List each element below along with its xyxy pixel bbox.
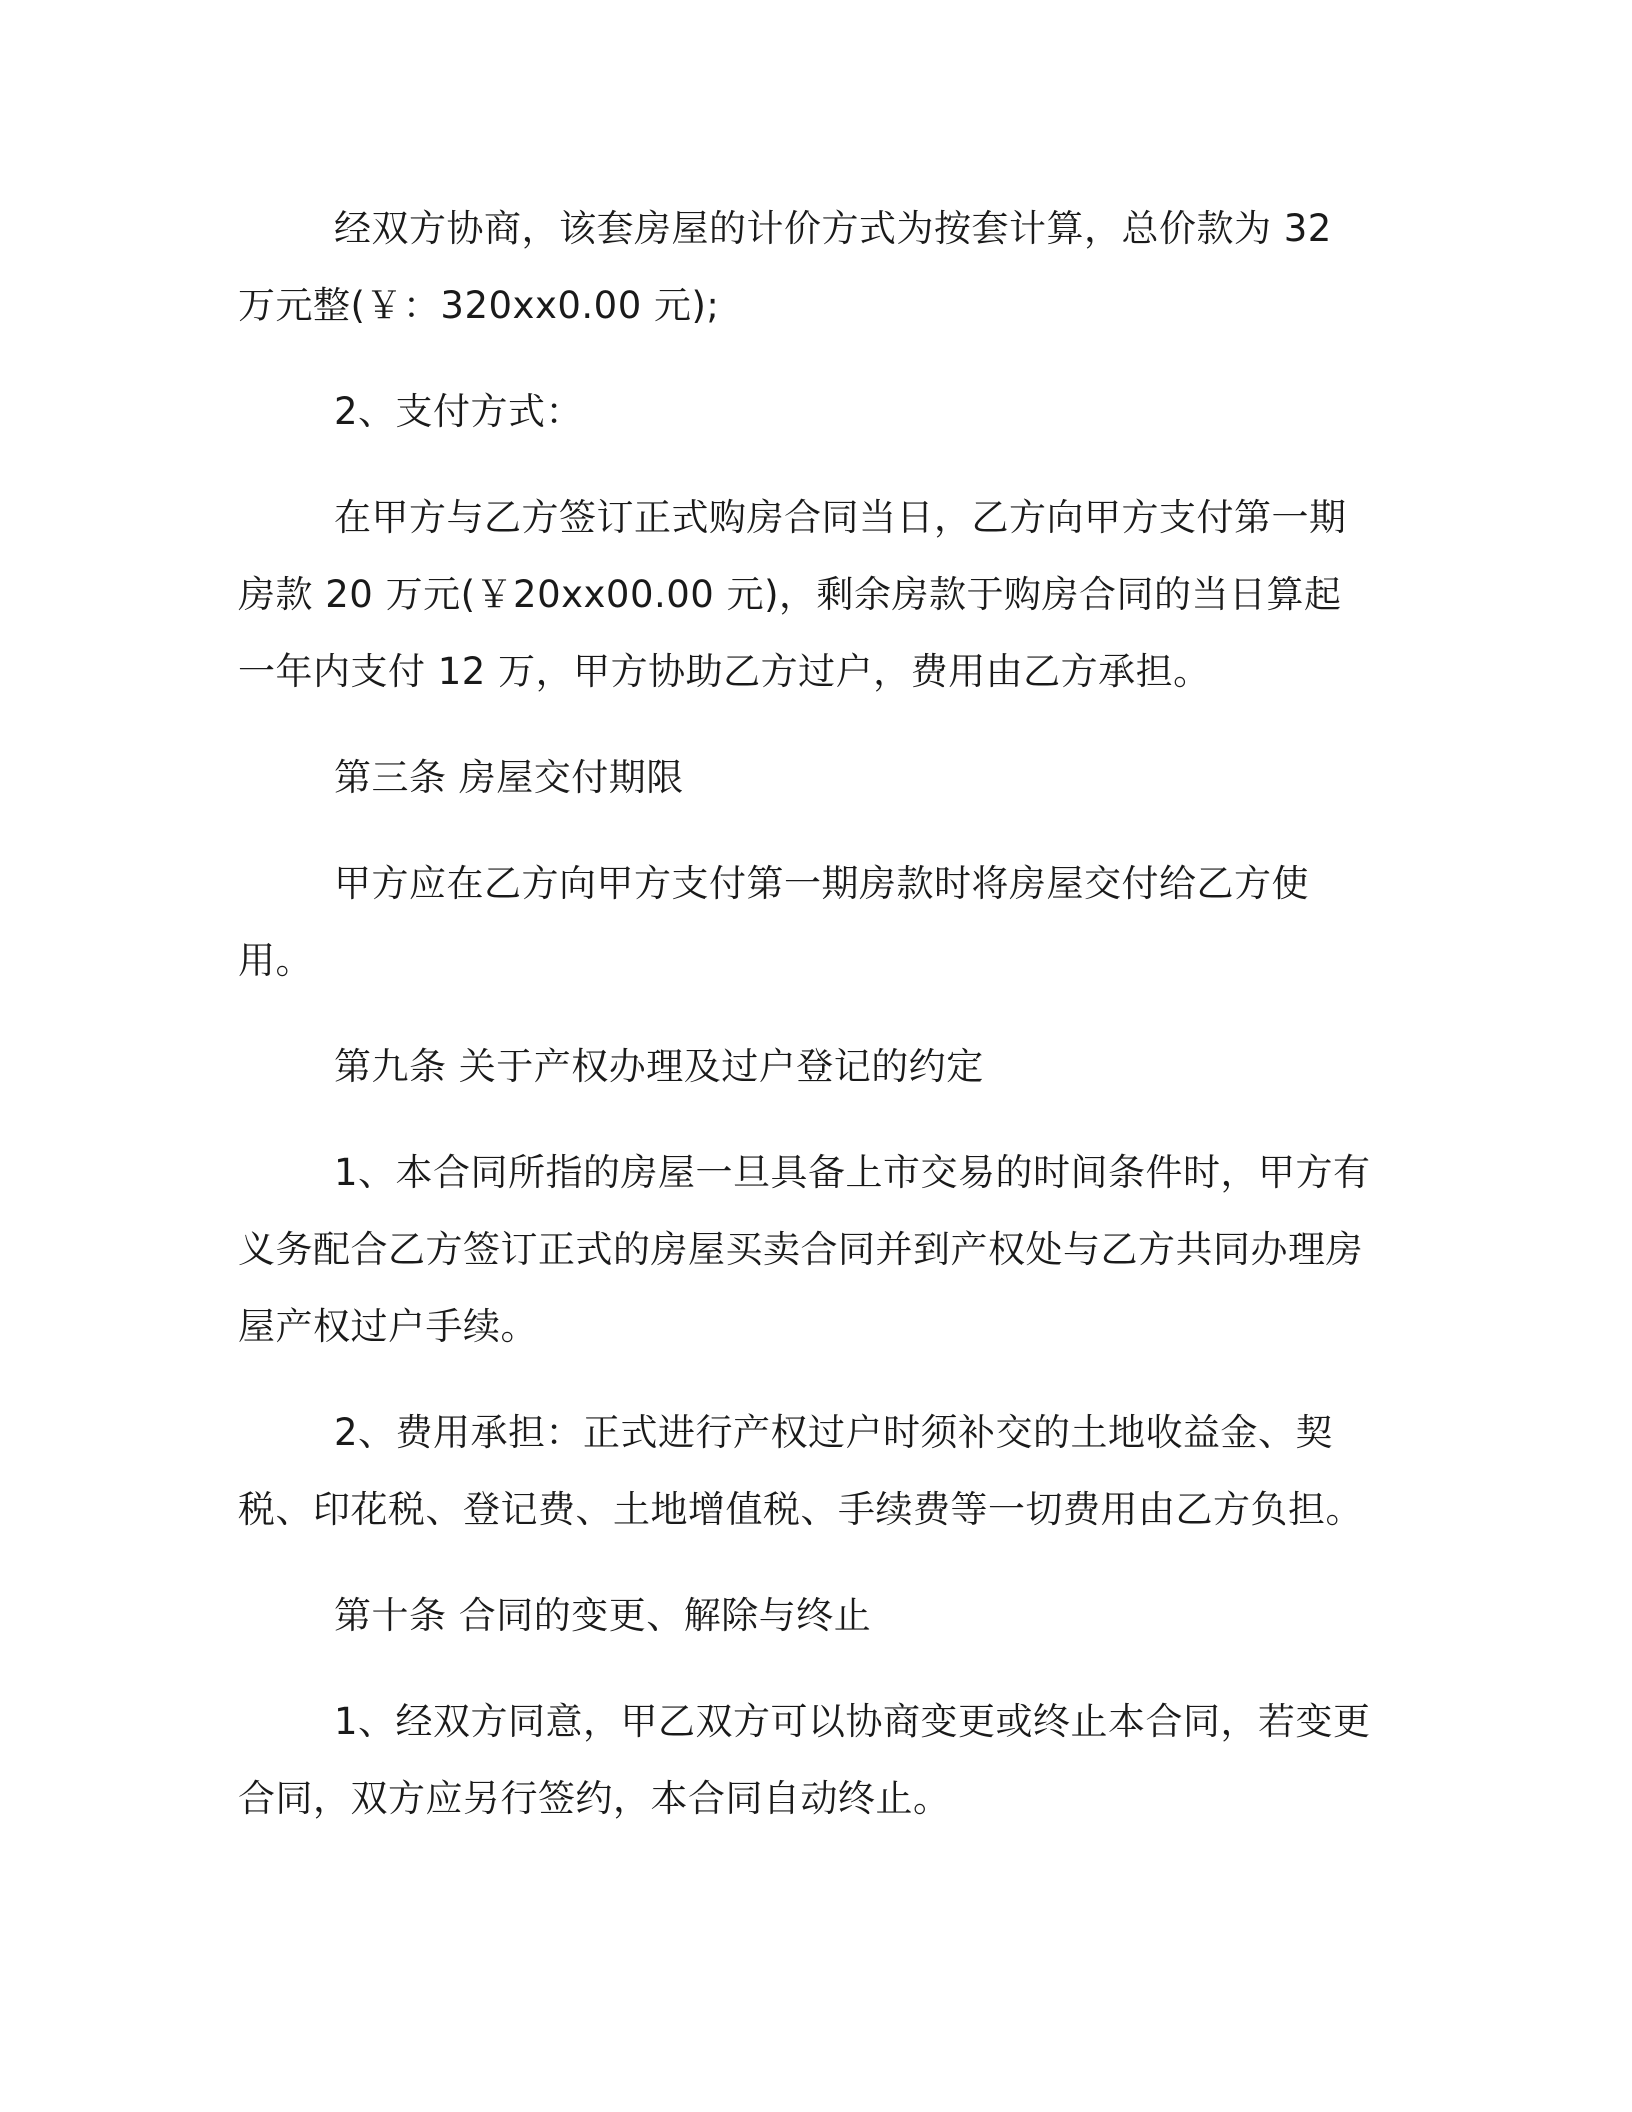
paragraph-payment-terms: 在甲方与乙方签订正式购房合同当日，乙方向甲方支付第一期房款 20 万元(￥20xx00.00 元)，剩余房款于购房合同的当日算起一年内支付 12 万，甲方协助乙方过户，费用由乙方承担。 bbox=[238, 496, 1347, 693]
paragraph-payment-method-heading: 2、支付方式： bbox=[334, 390, 584, 433]
paragraph-fees: 2、费用承担：正式进行产权过户时须补交的土地收益金、契税、印花税、登记费、土地增值税、手续费等一切费用由乙方负担。 bbox=[238, 1411, 1363, 1531]
article-10-heading: 第十条 合同的变更、解除与终止 bbox=[334, 1594, 872, 1637]
article-3-heading: 第三条 房屋交付期限 bbox=[334, 756, 684, 799]
paragraph-total-price: 经双方协商，该套房屋的计价方式为按套计算，总价款为 32 万元整(￥：320xx0.00 元); bbox=[238, 207, 1332, 327]
article-9-heading: 第九条 关于产权办理及过户登记的约定 bbox=[334, 1045, 984, 1088]
document-body bbox=[238, 190, 1378, 1866]
paragraph-delivery: 甲方应在乙方向甲方支付第一期房款时将房屋交付给乙方使用。 bbox=[238, 862, 1309, 982]
paragraph-contract-change: 1、经双方同意，甲乙双方可以协商变更或终止本合同，若变更合同，双方应另行签约，本合同自动终止。 bbox=[238, 1700, 1371, 1820]
paragraph-title-transfer: 1、本合同所指的房屋一旦具备上市交易的时间条件时，甲方有义务配合乙方签订正式的房屋买卖合同并到产权处与乙方共同办理房屋产权过户手续。 bbox=[238, 1151, 1371, 1348]
